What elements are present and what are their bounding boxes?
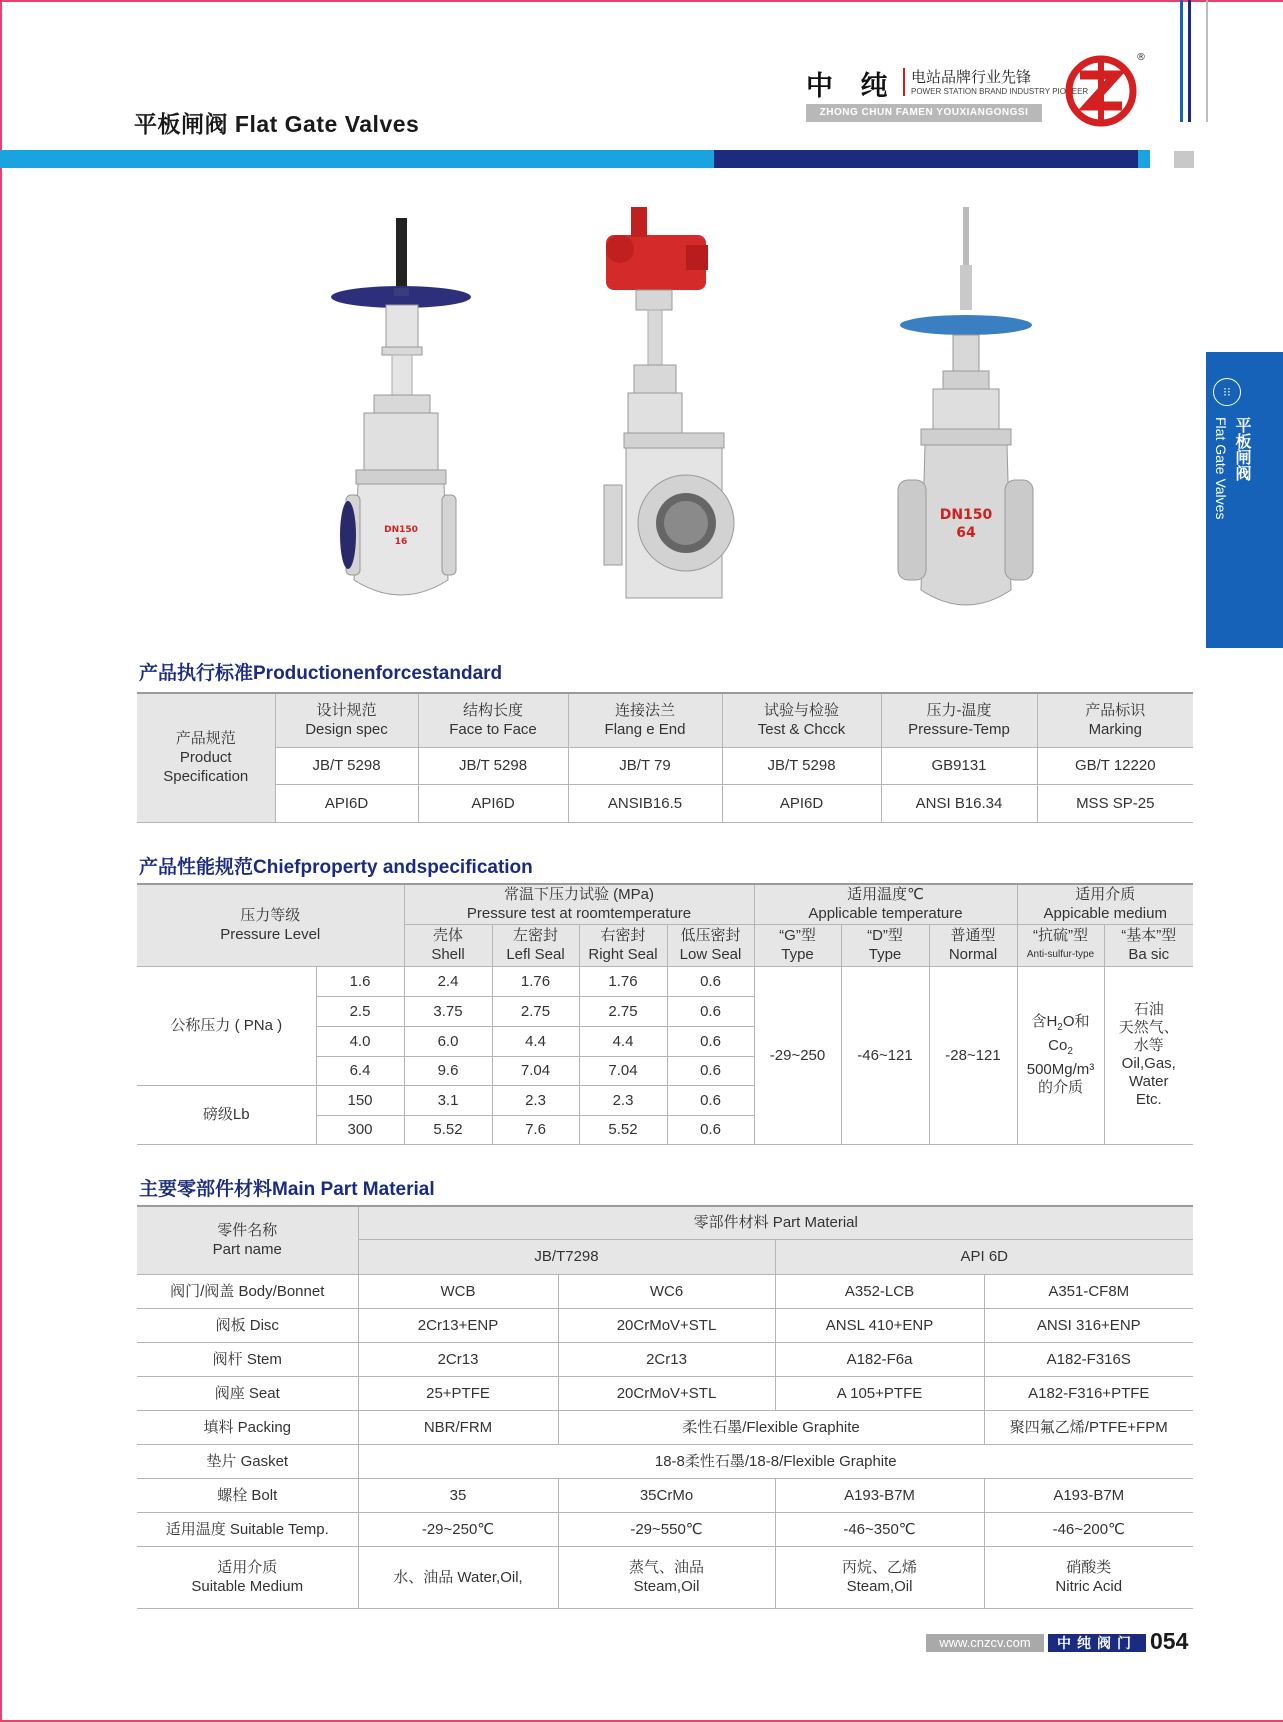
page-border-top [0,0,1283,2]
col-pressure-temp: 压力-温度 Pressure-Temp [881,693,1037,747]
performance-table [137,883,1193,1145]
table-row: 6.4 9.6 7.04 7.04 0.6 [137,1056,1193,1085]
subcol-right-seal: 右密封 Right Seal [579,924,667,966]
table-row: 公称压力 ( PNa ) 1.6 2.4 1.76 1.76 0.6 -29~250 -46~121 -28~121 含$H_2O$和 $Co_2$ 500Mg/m³ 的介质 石油 天然气、 水等 Oil,Gas, Water Etc. [137,966,1193,996]
section-title-materials: 主要零部件材料Main Part Material [139,1179,435,1200]
brand-slogan: 电站品牌行业先锋 [911,69,1032,86]
side-tab-label-cn: 平板闸阀 [1233,417,1250,481]
table-row: 填料 Packing NBR/FRM 柔性石墨/Flexible Graphite 聚四氟乙烯/PTFE+FPM [137,1410,1193,1444]
header-applicable-medium: 适用介质 Appicable medium [1017,884,1193,924]
standards-table [137,692,1193,823]
header-pressure-test: 常温下压力试验 (MPa) Pressure test at roomtemperature [404,884,754,924]
page-title: 平板闸阀 Flat Gate Valves [134,111,420,137]
brand-divider [903,68,905,96]
group-pna: 公称压力 ( PNa ) [137,966,316,1085]
header-part-name: 零件名称 Part name [137,1206,358,1274]
page-border-left [0,0,2,1722]
header-gray-block [1174,151,1194,168]
header-std-jb: JB/T7298 [358,1239,775,1274]
subcol-basic: “基本”型 Ba sic [1104,924,1193,966]
header-pressure-level: 压力等级 Pressure Level [137,884,404,966]
valve-image-actuator [596,205,746,620]
valve-marking-pressure: 16 [394,537,408,547]
col-marking: 产品标识 Marking [1037,693,1193,747]
table-row: JB/T 5298 JB/T 5298 JB/T 79 JB/T 5298 GB9131 GB/T 12220 [137,747,1193,784]
side-tab-label-en: Flat Gate Valves [1213,417,1229,520]
brand-en-banner: ZHONG CHUN FAMEN YOUXIANGONGSI [806,104,1042,122]
header-std-api: API 6D [775,1239,1193,1274]
registered-mark: ® [1136,52,1146,63]
medium-basic: 石油 天然气、 水等 Oil,Gas, Water Etc. [1104,966,1193,1144]
valve-marking-size: DN150 [939,507,993,523]
materials-table [137,1205,1193,1609]
valve-image-handwheel [326,210,476,620]
table-row: 阀门/阀盖 Body/Bonnet WCB WC6 A352-LCB A351-CF8M [137,1274,1193,1308]
temp-g-type: -29~250 [754,966,841,1144]
col-flange-end: 连接法兰 Flang e End [568,693,722,747]
subcol-left-seal: 左密封 Lefl Seal [492,924,579,966]
section-title-performance: 产品性能规范Chiefproperty andspecification [139,857,533,878]
table-row: 磅级Lb 150 3.1 2.3 2.3 0.6 [137,1085,1193,1115]
footer-website-link[interactable]: www.cnzcv.com [926,1634,1044,1652]
page-number: 054 [1150,1628,1189,1654]
table-row: 适用介质 Suitable Medium 水、油品 Water,Oil, 蒸气、油品 Steam,Oil 丙烷、乙烯 Steam,Oil 硝酸类 Nitric Acid [137,1546,1193,1608]
medium-anti-sulfur: 含$H_2O$和 $Co_2$ 500Mg/m³ 的介质 [1017,966,1104,1144]
header-part-material: 零部件材料 Part Material [358,1206,1193,1239]
table-row: 阀杆 Stem 2Cr13 2Cr13 A182-F6a A182-F316S [137,1342,1193,1376]
valve-marking-size: DN150 [384,525,418,535]
valve-image-blue-handwheel [883,205,1048,620]
subcol-d-type: “D”型 Type [841,924,929,966]
header-band-dark [714,150,1138,168]
table-row: 4.0 6.0 4.4 4.4 0.6 [137,1026,1193,1056]
col-design-spec: 设计规范 Design spec [275,693,418,747]
subcol-normal: 普通型 Normal [929,924,1017,966]
subcol-shell: 壳体 Shell [404,924,492,966]
subcol-low-seal: 低压密封 Low Seal [667,924,754,966]
side-tab[interactable] [1206,352,1283,648]
section-title-standards: 产品执行标准Productionenforcestandard [139,663,503,684]
company-logo [1064,48,1144,128]
brand-slogan-en: POWER STATION BRAND INDUSTRY PIONEER [911,87,1089,96]
temp-normal: -28~121 [929,966,1017,1144]
table-row: 垫片 Gasket 18-8柔性石墨/18-8/Flexible Graphite [137,1444,1193,1478]
subcol-g-type: “G”型 Type [754,924,841,966]
footer-brand: 中纯阀门 [1048,1634,1146,1652]
table-row: 2.5 3.75 2.75 2.75 0.6 [137,996,1193,1026]
table-row: 300 5.52 7.6 5.52 0.6 [137,1115,1193,1144]
table-row: 适用温度 Suitable Temp. -29~250℃ -29~550℃ -46~350℃ -46~200℃ [137,1512,1193,1546]
table-row: 阀板 Disc 2Cr13+ENP 20CrMoV+STL ANSL 410+ENP ANSI 316+ENP [137,1308,1193,1342]
col-face-to-face: 结构长度 Face to Face [418,693,568,747]
valve-marking-pressure: 64 [956,525,976,541]
group-lb: 磅级Lb [137,1085,316,1144]
table-row: 螺栓 Bolt 35 35CrMo A193-B7M A193-B7M [137,1478,1193,1512]
header-applicable-temp: 适用温度℃ Applicable temperature [754,884,1017,924]
table-row: API6D API6D ANSIB16.5 API6D ANSI B16.34 MSS SP-25 [137,784,1193,822]
brand-name: 中 纯 [806,71,898,101]
col-test-check: 试验与检验 Test & Chcck [722,693,881,747]
row-header-product-spec: 产品规范 Product Specification [137,693,275,822]
table-row: 阀座 Seat 25+PTFE 20CrMoV+STL A 105+PTFE A182-F316+PTFE [137,1376,1193,1410]
subcol-anti-sulfur: “抗硫”型 Anti-sulfur-type [1017,924,1104,966]
temp-d-type: -46~121 [841,966,929,1144]
grid-icon: ⁝⁝ [1213,378,1241,406]
